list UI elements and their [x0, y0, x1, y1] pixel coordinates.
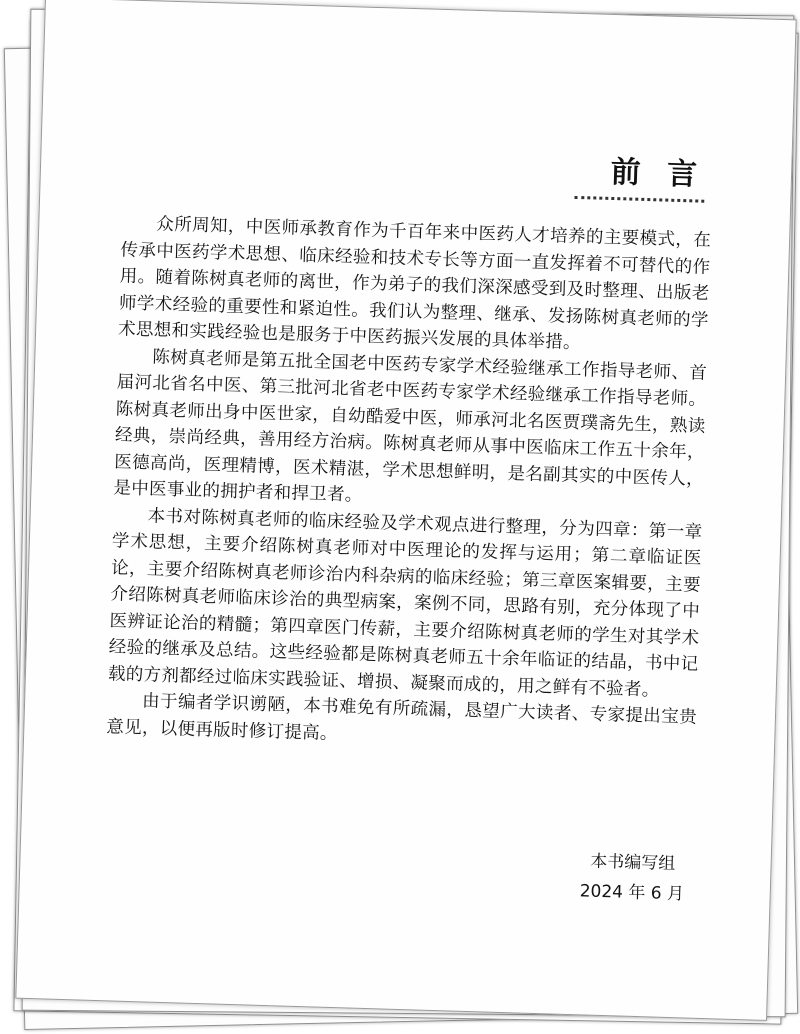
title-dotted-underline	[574, 196, 704, 203]
paragraph: 众所周知，中医师承教育作为千百年来中医药人才培养的主要模式，在传承中医药学术思想、临床经验和技术专长等方面一直发挥着不可替代的作用。随着陈树真老师的离世，作为弟子的我们深深感受到及时整理、出版老师学术经验的重要性和紧迫性。我们认为整理、继承、发扬陈树真老师的学术思想和实践经验也是服务于中医药振兴发展的具体举措。	[117, 214, 712, 354]
signature-block	[579, 846, 685, 909]
paragraph: 本书对陈树真老师的临床经验及学术观点进行整理，分为四章：第一章学术思想，主要介绍陈树真老师对中医理论的发挥与运用；第二章临证医论，主要介绍陈树真老师诊治内科杂病的临床经验；第三章医案辑要，主要介绍陈树真老师临床诊治的典型病案，案例不同，思路有别，充分体现了中医辨证论治的精髓；第四章医门传薪，主要介绍陈树真老师的学生对其学术经验的继承及总结。这些经验都是陈树真老师五十余年临证的结晶，书中记载的方剂都经过临床实践验证、增损、凝聚而成的，用之鲜有不验者。	[107, 505, 703, 701]
paragraph: 由于编者学识谫陋，本书难免有所疏漏，恳望广大读者、专家提出宝贵意见，以便再版时修订提高。	[106, 691, 698, 744]
heading-block	[574, 146, 706, 203]
document-page	[15, 0, 796, 1021]
preface-body	[106, 210, 711, 757]
paragraph: 陈树真老师是第五批全国老中医药专家学术经验继承工作指导老师、首届河北省名中医、第三批河北省老中医药专家学术经验继承工作指导老师。陈树真老师出身中医世家，自幼酷爱中医，师承河北名医贾璞斋先生，熟读经典，崇尚经典，善用经方治病。陈树真老师从事中医临床工作五十余年，医德高尚，医理精博，医术精湛，学术思想鲜明，是名副其实的中医传人，是中医事业的拥护者和捍卫者。	[113, 346, 708, 506]
signature-author: 本书编写组	[589, 851, 676, 875]
signature-date: 2024 年 6 月	[579, 881, 685, 905]
page-title: 前 言	[610, 154, 706, 193]
